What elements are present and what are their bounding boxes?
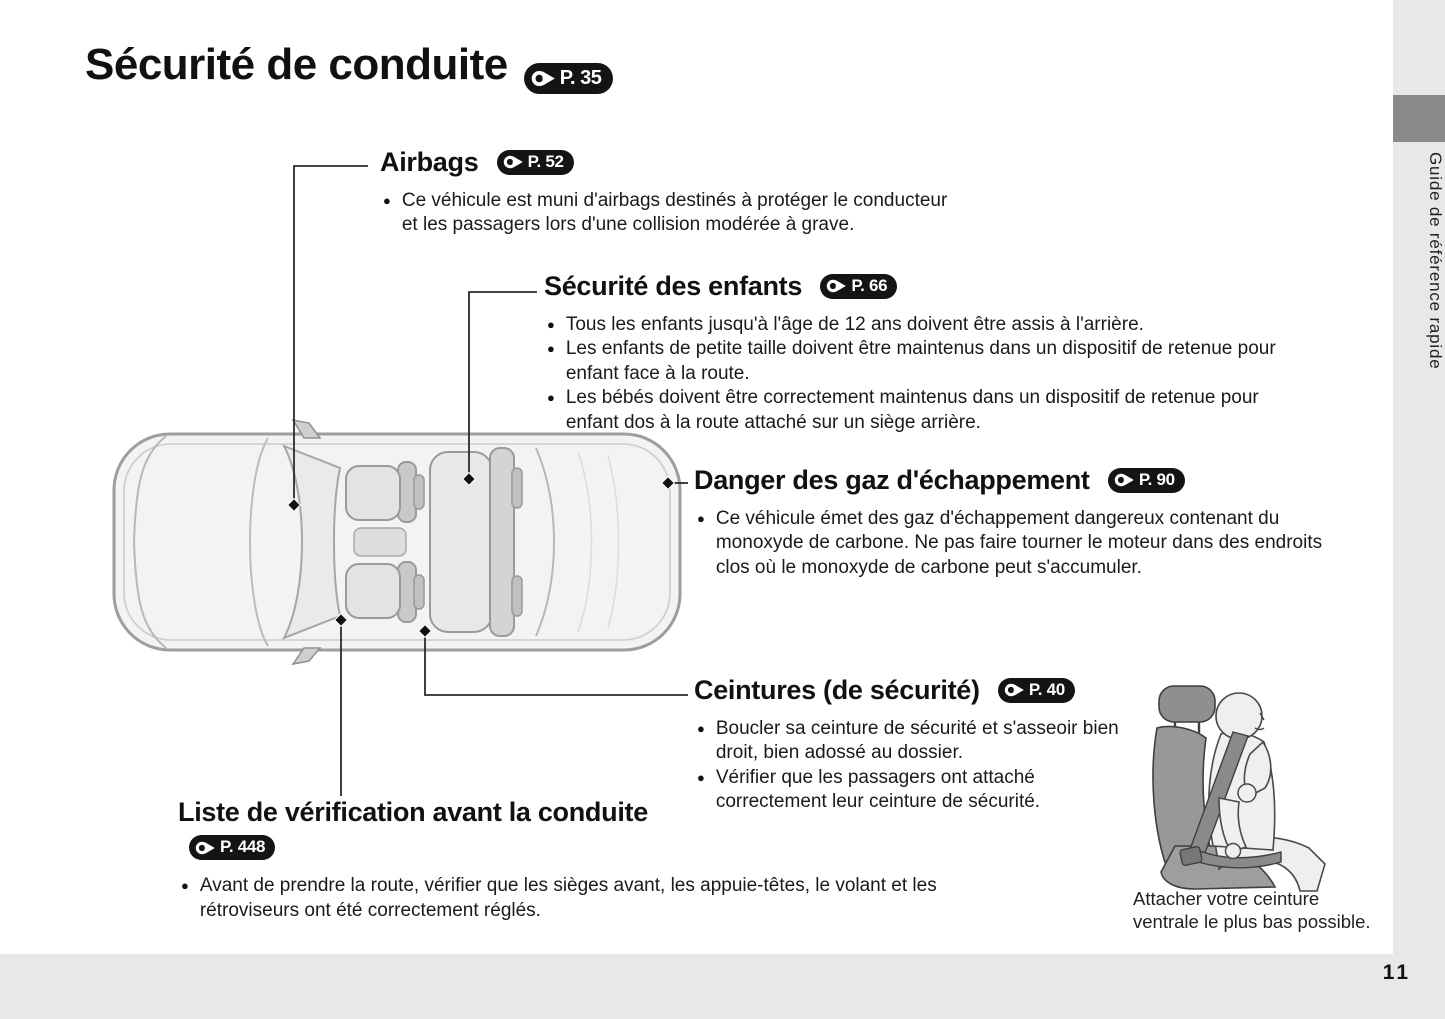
bullet-item: ● Ce véhicule est muni d'airbags destinés à protéger le conducteur et les passagers lors d'une collision modérée à grave. xyxy=(383,189,965,238)
chapter-tab xyxy=(1393,95,1445,142)
page-number: 11 xyxy=(1382,961,1411,984)
section-seatbelts xyxy=(694,673,1126,815)
ref-arrow-icon xyxy=(1004,683,1025,697)
section-child-safety xyxy=(544,269,1316,436)
bullet-icon: ● xyxy=(547,316,555,332)
page-title-text: Sécurité de conduite xyxy=(85,40,508,89)
page-ref-badge-airbags[interactable]: P. 52 xyxy=(497,150,574,175)
page-ref-badge-checklist[interactable]: P. 448 xyxy=(189,835,275,860)
seat-figure-caption: Attacher votre ceinture ventrale le plus bas possible. xyxy=(1133,888,1371,932)
page-footer xyxy=(0,954,1445,1019)
page-ref-badge-title[interactable]: P. 35 xyxy=(524,63,614,94)
section-exhaust-danger xyxy=(694,463,1342,580)
section-airbags xyxy=(380,145,965,238)
page-ref-badge-seatbelts[interactable]: P. 40 xyxy=(998,678,1075,703)
sidebar-label: Guide de référence rapide xyxy=(1426,152,1445,370)
bullet-icon: ● xyxy=(547,341,555,357)
ref-arrow-icon xyxy=(195,841,216,855)
bullet-icon: ● xyxy=(697,769,705,785)
bullet-icon: ● xyxy=(181,878,189,894)
bullet-icon: ● xyxy=(547,390,555,406)
section-child-safety-heading: Sécurité des enfants P. 66 xyxy=(544,269,1316,305)
section-pre-drive-checklist xyxy=(178,795,978,923)
page-ref-badge-exhaust[interactable]: P. 90 xyxy=(1108,468,1185,493)
page-ref-badge-child-safety[interactable]: P. 66 xyxy=(820,274,897,299)
bullet-item: ● Les enfants de petite taille doivent être maintenus dans un dispositif de retenue pour enfant face à la route. xyxy=(547,337,1316,386)
bullet-item: ● Tous les enfants jusqu'à l'âge de 12 ans doivent être assis à l'arrière. xyxy=(547,313,1316,338)
ref-arrow-icon xyxy=(531,70,556,87)
bullet-icon: ● xyxy=(697,720,705,736)
ref-arrow-icon xyxy=(503,155,524,169)
bullet-item: ● Les bébés doivent être correctement maintenus dans un dispositif de retenue pour enfant dos à la route attaché sur un siège arrière. xyxy=(547,386,1316,435)
ref-arrow-icon xyxy=(826,279,847,293)
rear-bench-seat xyxy=(430,448,522,636)
section-checklist-heading: Liste de vérification avant la conduite P. 448 xyxy=(178,795,656,866)
bullet-item: ● Vérifier que les passagers ont attaché correctement leur ceinture de sécurité. xyxy=(697,766,1126,815)
section-exhaust-danger-heading: Danger des gaz d'échappement P. 90 xyxy=(694,463,1342,499)
quick-reference-sidebar xyxy=(1393,0,1445,954)
section-airbags-heading: Airbags P. 52 xyxy=(380,145,965,181)
seatbelt-person-illustration xyxy=(1123,680,1338,892)
section-seatbelts-heading: Ceintures (de sécurité) P. 40 xyxy=(694,673,1126,709)
car-top-view-illustration xyxy=(108,412,688,672)
bullet-item: ● Boucler sa ceinture de sécurité et s'asseoir bien droit, bien adossé au dossier. xyxy=(697,717,1126,766)
ref-arrow-icon xyxy=(1114,473,1135,487)
page-title xyxy=(85,40,613,90)
bullet-item: ● Ce véhicule émet des gaz d'échappement dangereux contenant du monoxyde de carbone. Ne pas faire tourner le moteur dans des endroits clos où le monoxyde de carbone peut s'accumuler. xyxy=(697,507,1342,581)
bullet-icon: ● xyxy=(697,510,705,526)
bullet-icon: ● xyxy=(383,192,391,208)
bullet-item: ● Avant de prendre la route, vérifier que les sièges avant, les appuie-têtes, le volant et les rétroviseurs ont été correctement réglés. xyxy=(181,874,971,923)
